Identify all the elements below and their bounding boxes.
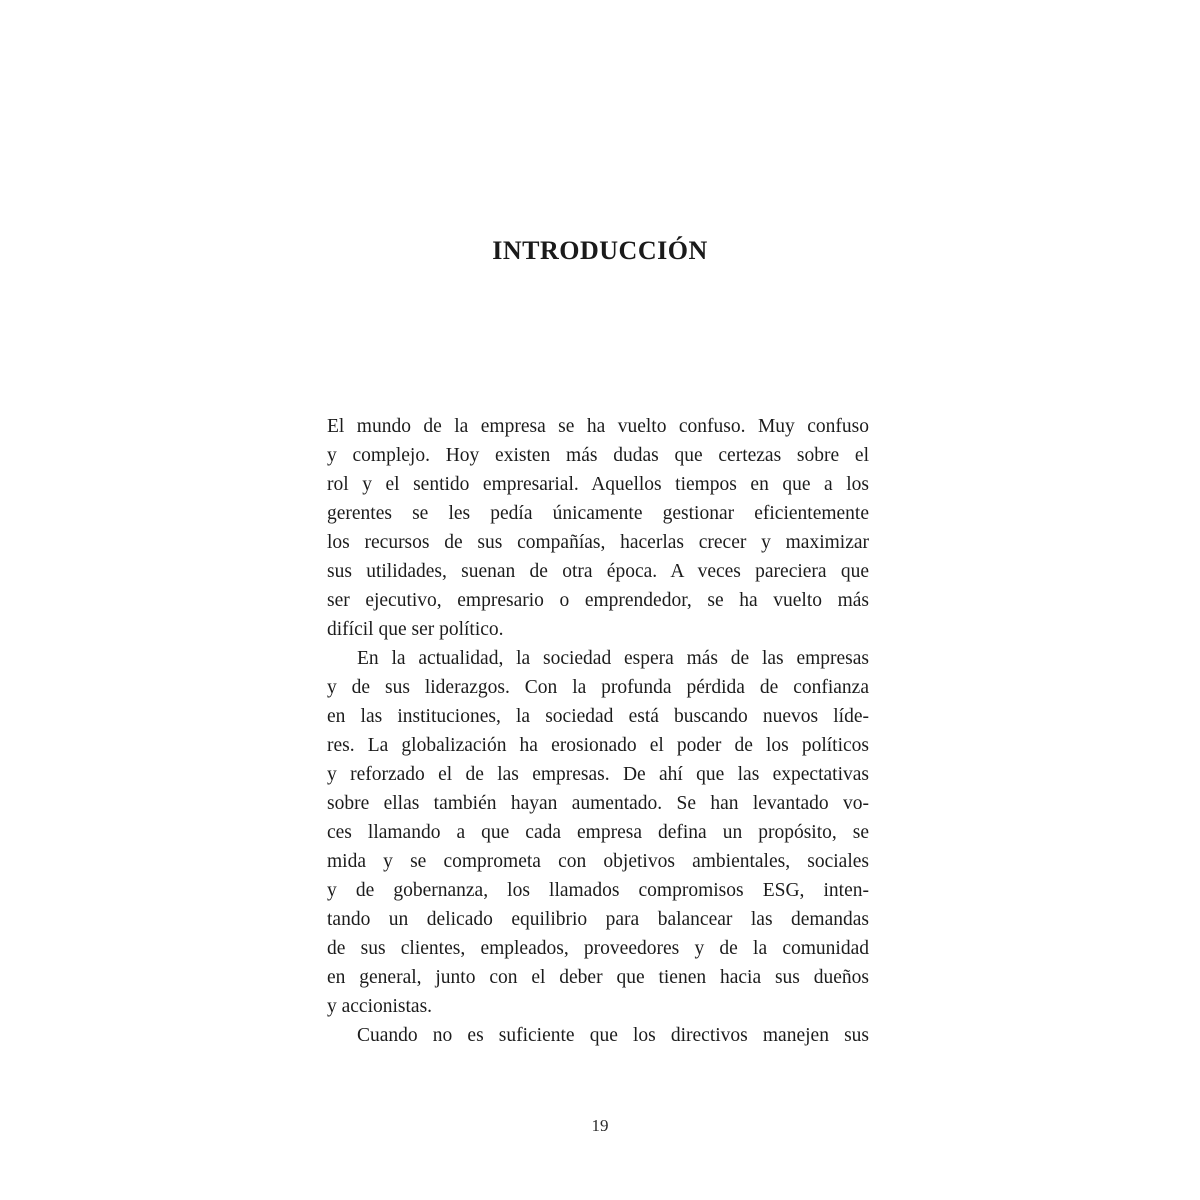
text-line: En la actualidad, la sociedad espera más de las empresas bbox=[357, 648, 869, 669]
text-line: sus utilidades, suenan de otra época. A veces pareciera que bbox=[327, 561, 869, 582]
text-line: y accionistas. bbox=[327, 996, 433, 1017]
text-line: gerentes se les pedía únicamente gestionar eficientemente bbox=[327, 503, 869, 524]
text-line: y reforzado el de las empresas. De ahí que las expectativas bbox=[327, 764, 869, 785]
text-line: y de sus liderazgos. Con la profunda pérdida de confianza bbox=[327, 677, 869, 698]
text-line: ces llamando a que cada empresa defina un propósito, se bbox=[327, 822, 869, 843]
chapter-title: INTRODUCCIÓN bbox=[492, 236, 708, 265]
text-line: rol y el sentido empresarial. Aquellos tiempos en que a los bbox=[327, 474, 869, 495]
text-line: sobre ellas también hayan aumentado. Se han levantado vo- bbox=[327, 793, 869, 814]
text-line: difícil que ser político. bbox=[327, 619, 504, 640]
text-line: los recursos de sus compañías, hacerlas crecer y maximizar bbox=[327, 532, 869, 553]
body-text bbox=[327, 412, 869, 1050]
text-line: Cuando no es suficiente que los directivos manejen sus bbox=[357, 1025, 869, 1046]
text-line: y de gobernanza, los llamados compromisos ESG, inten- bbox=[327, 880, 869, 901]
text-line: y complejo. Hoy existen más dudas que certezas sobre el bbox=[327, 445, 869, 466]
text-line: tando un delicado equilibrio para balancear las demandas bbox=[327, 909, 869, 930]
text-line: en general, junto con el deber que tienen hacia sus dueños bbox=[327, 967, 869, 988]
page-number: 19 bbox=[591, 1116, 609, 1135]
text-line: en las instituciones, la sociedad está buscando nuevos líde- bbox=[327, 706, 869, 727]
text-line: de sus clientes, empleados, proveedores y de la comunidad bbox=[327, 938, 869, 959]
text-line: res. La globalización ha erosionado el poder de los políticos bbox=[327, 735, 869, 756]
text-line: El mundo de la empresa se ha vuelto confuso. Muy confuso bbox=[327, 416, 869, 437]
text-line: ser ejecutivo, empresario o emprendedor, se ha vuelto más bbox=[327, 590, 869, 611]
text-line: mida y se comprometa con objetivos ambientales, sociales bbox=[327, 851, 869, 872]
